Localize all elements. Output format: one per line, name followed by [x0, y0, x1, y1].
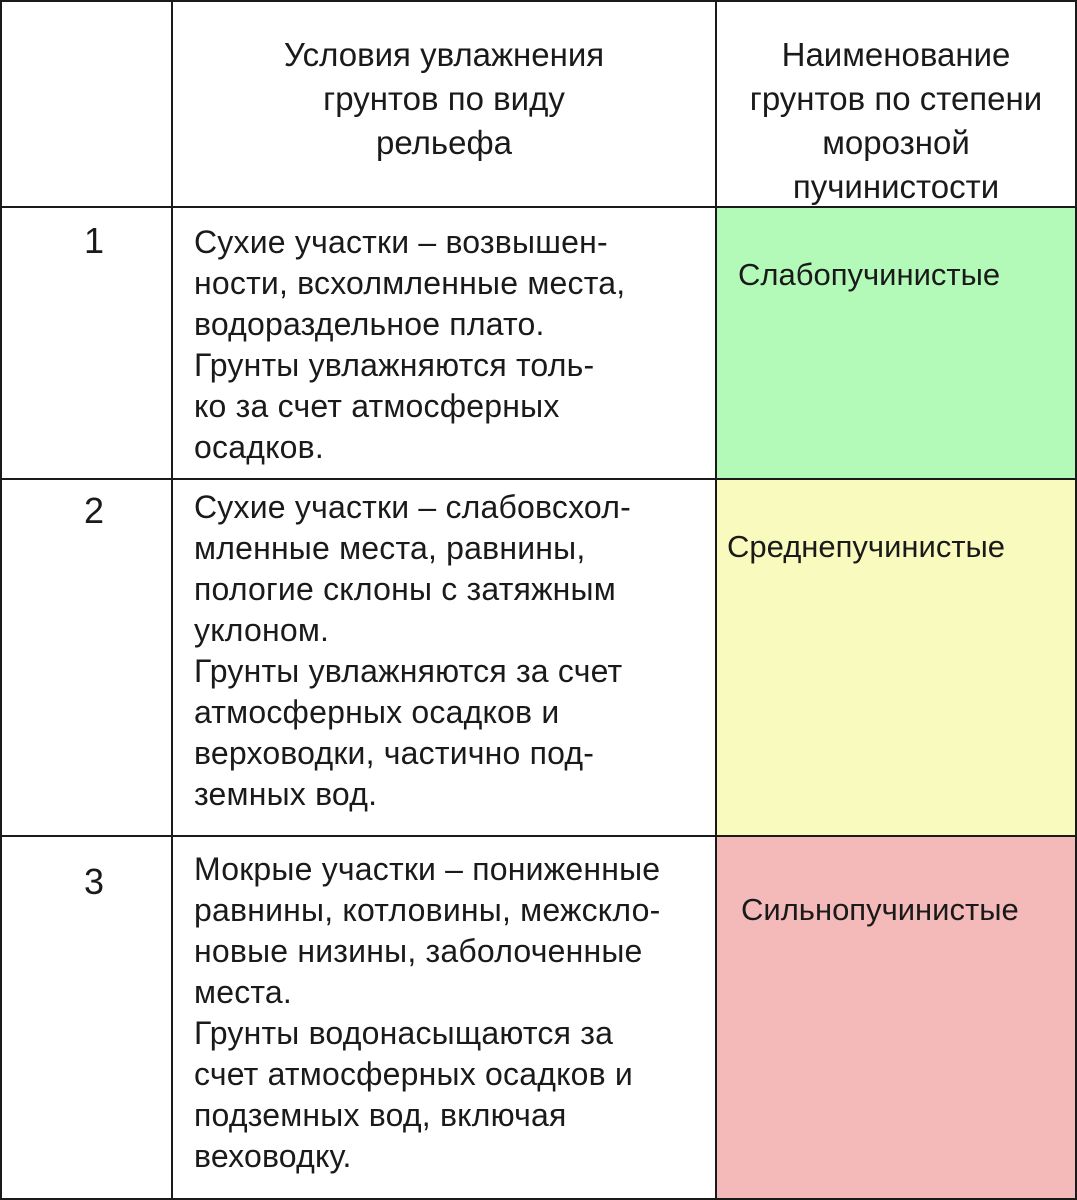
table-border-top — [0, 0, 1077, 2]
row-1-conditions: Сухие участки – возвышен- ности, всхолмленные места, водораздельное плато. Грунты увлажняются толь- ко за счет атмосферных осадков. — [194, 224, 626, 465]
column-divider-1 — [171, 0, 173, 1200]
header-category-column: Наименование грунтов по степени морозной пучинистости — [749, 36, 1043, 205]
row-3-number: 3 — [83, 861, 105, 902]
row-2-number: 2 — [83, 490, 105, 531]
row-3-category: Сильнопучинистые — [741, 892, 1019, 927]
row-2-conditions: Сухие участки – слабовсхол- мленные места, равнины, пологие склоны с затяжным уклоном. Грунты увлажняются за счет атмосферных осадков и верховодки, частично под- земных вод. — [194, 489, 631, 812]
row-2-category: Среднепучинистые — [727, 529, 1006, 564]
row-1-category-bg — [716, 207, 1075, 478]
table-border-left — [0, 0, 2, 1200]
row-1-category: Слабопучинистые — [738, 257, 1001, 292]
row-3-conditions: Мокрые участки – пониженные равнины, котловины, межскло- новые низины, заболоченные места. Грунты водонасыщаются за счет атмосферных осадков и подземных вод, включая веховодку. — [194, 851, 661, 1174]
row-1-number: 1 — [83, 220, 105, 261]
row-2-divider — [0, 835, 1077, 837]
row-1-divider — [0, 478, 1077, 480]
header-conditions-column: Условия увлажнения грунтов по виду рельефа — [283, 36, 605, 161]
